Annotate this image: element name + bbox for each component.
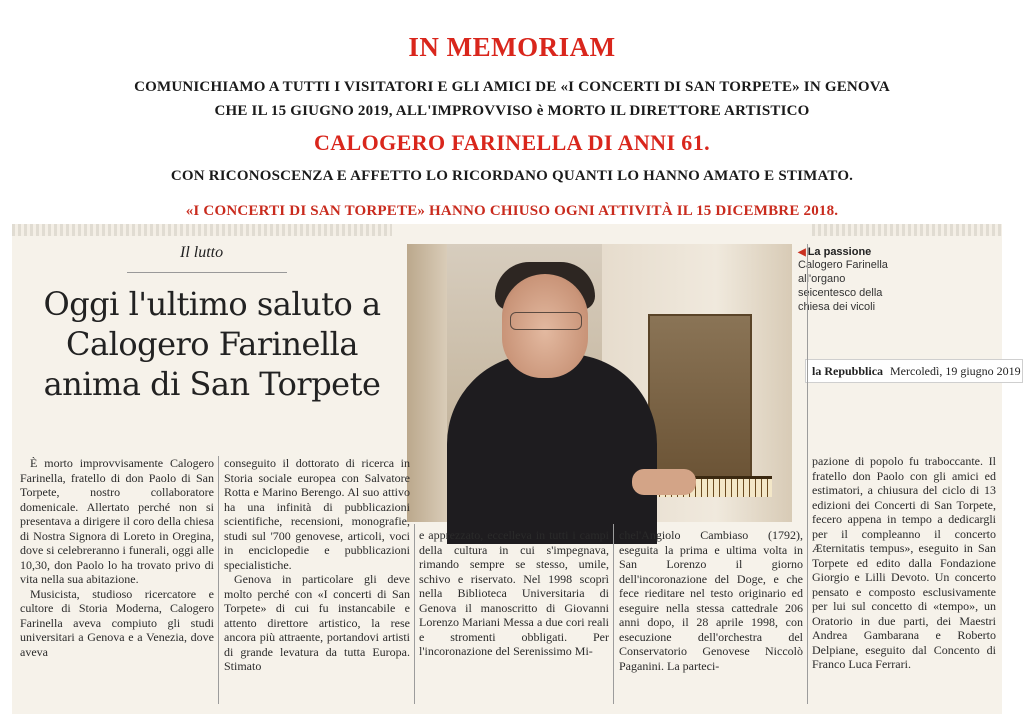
photo-column [407, 244, 447, 522]
article-column-3 [419, 528, 609, 659]
column-3-paragraph: e apprezzato, eccelleva in tutti i campi della cultura in cui s'impegnava, rimando sempre se stesso, umile, schivo e riservato. Nel 1998 scoprì nella Biblioteca Universitaria di Genova il manoscritto di Giovanni Lorenzo Mariani Messa a due cori reali e stromenti obbligati. Per l'incoronazione del Serenissimo Mi- [419, 528, 609, 658]
column-1-paragraph-1: È morto improvvisamente Calogero Farinella, fratello di don Paolo di San Torpete, nostro collaboratore domenicale. Allertato perché non si presentava a dirigere il coro della chiesa di Nostra Signora di Loreto in Oregina, dove si celebreranno i funerali, oggi alle 10,30, don Paolo lo ha trovato privo di vita nella sua abitazione. [20, 456, 214, 586]
bleed-text-top-right [812, 224, 1002, 236]
column-divider [218, 456, 219, 704]
notice-closing: «I CONCERTI DI SAN TORPETE» HANNO CHIUSO OGNI ATTIVITÀ IL 15 DICEMBRE 2018. [185, 203, 839, 219]
column-2-paragraph-1: conseguito il dottorato di ricerca in Storia sociale europea con Salvatore Rotta e Marino Berengo. Al suo attivo ha una infinità di pubblicazioni scientifiche, recensioni, monografie, studi sul '700 genovese, articoli, voci in enciclopedie e pubblicazioni specialistiche. [224, 456, 410, 572]
source-tag [806, 360, 1022, 382]
column-divider [807, 244, 808, 704]
source-paper: la Repubblica [812, 364, 884, 378]
notice-line-2: CHE IL 15 GIUGNO 2019, ALL'IMPROVVISO è MORTO IL DIRETTORE ARTISTICO [214, 103, 810, 119]
notice-line-3: CON RICONOSCENZA E AFFETTO LO RICORDANO QUANTI LO HANNO AMATO E STIMATO. [170, 168, 854, 184]
column-5-paragraph: pazione di popolo fu traboccante. Il fratello don Paolo con gli amici ed estimatori, a chiusura del ciclo di 13 edizioni dei Concerti di San Torpete, fecero appena in tempo a dedicargli per il compleanno il concerto Æternitatis tempus», eseguito in San Torpete ed edito dalla Fondazione Giorgio e Lilli Devoto. Un concerto pensato e composto esclusivamente per lui sul concetto di «tempo», un Oratorio in due parti, dei Maestri Andrea Gambarana e Roberto Delpiane, eseguito dal Concento di Franco Luca Ferrari. [812, 454, 996, 671]
article-photo [407, 244, 792, 522]
article-column-1 [20, 456, 214, 659]
column-4-paragraph: chel'Angiolo Cambiaso (1792), eseguita la prima e ultima volta in San Lorenzo il giorno dell'incoronazione del Doge, e che fece rieditare nel testo originario ed eseguire nella stessa cattedrale 206 anni dopo, il 28 aprile 1998, con esecuzione dell'orchestra del Conservatorio Genovese Niccolò Paganini. La parteci- [619, 528, 803, 673]
newspaper-clipping [12, 224, 1021, 714]
column-divider [613, 524, 614, 704]
notice-title: IN MEMORIAM [408, 32, 616, 62]
column-2-paragraph-2: Genova in particolare gli deve molto perché con «I concerti di San Torpete» di cui fu instancabile e attento direttore artistico, la rese ancora più attraente, portandovi artisti di grande levatura da tutta Europa. Stimato [224, 572, 410, 673]
notice-line-1: COMUNICHIAMO A TUTTI I VISITATORI E GLI AMICI DE «I CONCERTI DI SAN TORPETE» IN GENOVA [134, 79, 890, 95]
column-divider [414, 524, 415, 704]
caption-arrow-icon: ◀ [798, 247, 806, 258]
photo-person-hand [632, 469, 696, 495]
photo-caption [798, 246, 898, 314]
bleed-text-top-left [12, 224, 392, 236]
caption-title: ◀ La passione [798, 246, 872, 258]
photo-organ [648, 314, 752, 488]
article-column-2 [224, 456, 410, 674]
photo-person-body [447, 354, 657, 544]
photo-person-glasses [510, 312, 582, 330]
article-column-4 [619, 528, 803, 673]
notice-name: CALOGERO FARINELLA DI ANNI 61. [313, 130, 711, 155]
source-date: Mercoledì, 19 giugno 2019 [890, 364, 1021, 378]
caption-text: Calogero Farinella all'organo seicentesco della chiesa dei vicoli [798, 259, 888, 313]
article-headline: Oggi l'ultimo saluto a Calogero Farinella anima di San Torpete [43, 285, 381, 403]
article-column-5 [812, 454, 996, 672]
article-kicker: Il lutto [180, 244, 224, 261]
column-1-paragraph-2: Musicista, studioso ricercatore e cultore di Storia Moderna, Calogero Farinella aveva compiuto gli studi universitari a Genova e a Venezia, dove aveva [20, 586, 214, 659]
kicker-rule [127, 272, 287, 273]
